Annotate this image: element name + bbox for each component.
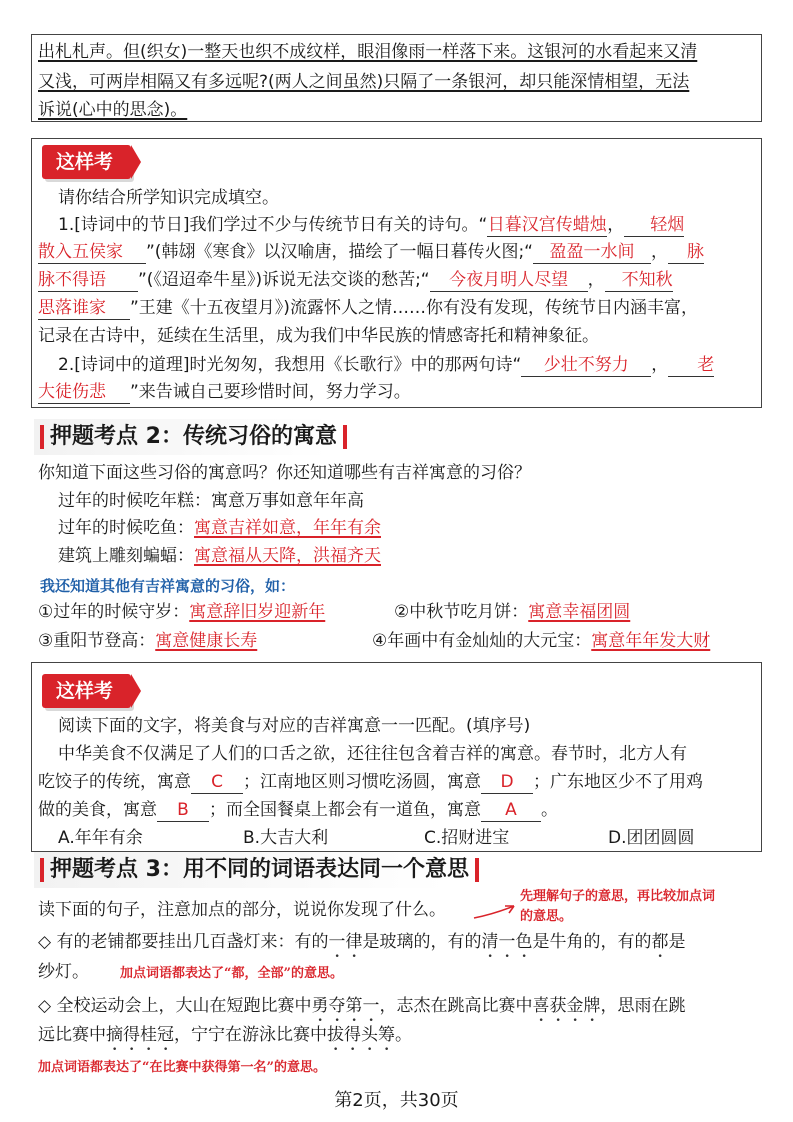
sentence1-note: 加点词语都表达了“都，全部”的意思。 (120, 966, 343, 981)
q1-line-5: 记录在古诗中，延续在生活里，成为我们中华民族的情感寄托和精神象征。 (38, 326, 599, 346)
dotted-word-yilv: 一律 (328, 932, 363, 952)
q1-answer-4b: 脉不得语 (38, 269, 138, 292)
custom-item-3-answer: 寓意福从天降，洪福齐天 (194, 546, 381, 566)
custom-extra-1-answer: 寓意辞旧岁迎新年 (189, 602, 326, 622)
q1-answer-2b: 散入五侯家 (38, 241, 146, 264)
custom-extra-2-answer: 寓意幸福团圆 (528, 602, 631, 622)
q1-answer-1: 日暮汉宫传蜡烛 (487, 215, 607, 235)
exercise1-intro: 请你结合所学知识完成填空。 (58, 188, 279, 208)
custom-extra-2: ②中秋节吃月饼：寓意幸福团圆 (394, 602, 631, 622)
dotted-word-zhedeguiguan: 摘得桂冠 (106, 1025, 174, 1045)
sentence1-line-1: ◇ 有的老铺都要挂出几百盏灯来：有的一律是玻璃的，有的清一色是牛角的，有的都是 (38, 932, 686, 952)
heading-bar-left (40, 858, 44, 882)
match-answer-dumplings: C (191, 771, 243, 794)
match-answer-chicken: B (157, 799, 209, 822)
custom-item-3: 建筑上雕刻蝙蝠：寓意福从天降，洪福齐天 (58, 546, 381, 566)
dotted-word-yongduodiyi: 勇夺第一 (311, 996, 380, 1016)
sentence1-line-2: 纱灯。 (38, 962, 89, 982)
sentence2-note: 加点词语都表达了“在比赛中获得第一名”的意思。 (38, 1060, 326, 1075)
page-footer: 第2页，共30页 (334, 1090, 459, 1111)
custom-extra-4: ④年画中有金灿灿的大元宝：寓意年年发大财 (372, 631, 711, 651)
extra-customs-note: 我还知道其他有吉祥寓意的习俗，如： (40, 577, 296, 595)
dotted-word-dou: 都 (651, 932, 669, 952)
exercise2-line-3: 做的美食，寓意 B ；而全国餐桌上都会有一道鱼，寓意 A 。 (38, 800, 558, 820)
passage-line-1: 出札札声。但(织女)一整天也织不成纹样，眼泪像雨一样落下来。这银河的水看起来又清 (38, 42, 698, 62)
match-answer-tangyuan: D (481, 771, 533, 794)
exercise2-line-2: 吃饺子的传统，寓意 C ；江南地区则习惯吃汤圆，寓意 D ；广东地区少不了用鸡 (38, 772, 703, 792)
custom-item-2: 过年的时候吃鱼：寓意吉祥如意，年年有余 (58, 518, 381, 538)
match-answer-fish: A (481, 799, 541, 822)
heading-bar-left (40, 425, 44, 449)
section3-title: 押题考点 3：用不同的词语表达同一个意思 (50, 857, 469, 882)
option-a: A.年年有余 (58, 828, 143, 848)
q1-line-2: 散入五侯家 ”(韩翃《寒食》以汉喻唐，描绘了一幅日暮传火图;“ 盈盈一水间 ， 脉 (38, 242, 704, 262)
q1-answer-2a: 轻烟 (624, 214, 684, 237)
section3-heading (34, 852, 493, 888)
option-c: C.招财进宝 (424, 828, 510, 848)
side-note-line-1: 先理解句子的意思，再比较加点词 (520, 889, 716, 904)
custom-extra-3-answer: 寓意健康长寿 (155, 631, 258, 651)
exam-badge-2: 这样考 (42, 674, 131, 708)
q1-answer-6a: 不知秋 (605, 269, 673, 292)
dotted-word-xihuojinpai: 喜获金牌 (532, 996, 601, 1016)
passage-line-3: 诉说(心中的思念)。 (38, 100, 188, 120)
section2-question: 你知道下面这些习俗的寓意吗？你还知道哪些有吉祥寓意的习俗？ (38, 463, 531, 483)
q1-answer-5: 今夜月明人尽望 (430, 269, 588, 292)
section2-heading (34, 419, 361, 455)
custom-extra-3: ③重阳节登高：寓意健康长寿 (38, 631, 258, 651)
q1-answer-4a: 脉 (668, 241, 704, 264)
q1-line-3: 脉不得语 ”(《迢迢牵牛星》)诉说无法交谈的愁苦;“ 今夜月明人尽望 ， 不知秋 (38, 270, 673, 290)
q1-answer-6b: 思落谁家 (38, 297, 130, 320)
exercise2-intro: 阅读下面的文字，将美食与对应的吉祥寓意一一匹配。(填序号) (58, 716, 531, 736)
arrow-icon (470, 900, 520, 924)
side-note-line-2: 的意思。 (520, 909, 573, 924)
q1-line-1: 1.[诗词中的节日]我们学过不少与传统节日有关的诗句。“日暮汉宫传蜡烛， 轻烟 (58, 215, 685, 235)
dotted-word-qingyise: 清一色 (481, 932, 533, 952)
q2-answer-2b: 大徒伤悲 (38, 381, 130, 404)
sentence2-line-1: ◇ 全校运动会上，大山在短跑比赛中勇夺第一，志杰在跳高比赛中喜获金牌，思雨在跳 (38, 996, 686, 1016)
q2-answer-1: 少壮不努力 (521, 354, 651, 377)
q1-answer-3: 盈盈一水间 (533, 241, 651, 264)
q2-line-2: 大徒伤悲 ”来告诫自己要珍惜时间，努力学习。 (38, 382, 411, 402)
custom-item-2-answer: 寓意吉祥如意，年年有余 (194, 518, 381, 538)
custom-item-1: 过年的时候吃年糕：寓意万事如意年年高 (58, 491, 364, 511)
dotted-word-badetouchou: 拔得头筹 (327, 1025, 395, 1045)
exercise2-line-1: 中华美食不仅满足了人们的口舌之欲，还往往包含着吉祥的寓意。春节时，北方人有 (58, 744, 687, 764)
section3-prompt: 读下面的句子，注意加点的部分，说说你发现了什么。 (38, 900, 446, 920)
passage-line-2: 又浅，可两岸相隔又有多远呢?(两人之间虽然)只隔了一条银河，却只能深情相望，无法 (38, 72, 690, 92)
heading-bar-right (343, 425, 347, 449)
exam-badge-1: 这样考 (42, 145, 131, 179)
heading-bar-right (475, 858, 479, 882)
q2-line-1: 2.[诗词中的道理]时光匆匆，我想用《长歌行》中的那两句诗“ 少壮不努力 ， 老 (58, 355, 715, 375)
q2-answer-2a: 老 (668, 354, 714, 377)
section2-title: 押题考点 2：传统习俗的寓意 (50, 424, 337, 449)
custom-extra-1: ①过年的时候守岁：寓意辞旧岁迎新年 (38, 602, 326, 622)
custom-extra-4-answer: 寓意年年发大财 (591, 631, 711, 651)
sentence2-line-2: 远比赛中摘得桂冠，宁宁在游泳比赛中拔得头筹。 (38, 1025, 412, 1045)
q1-line-4: 思落谁家 ”王建《十五夜望月》)流露怀人之情……你有没有发现，传统节日内涵丰富， (38, 298, 698, 318)
option-b: B.大吉大利 (243, 828, 329, 848)
option-d: D.团团圆圆 (608, 828, 695, 848)
